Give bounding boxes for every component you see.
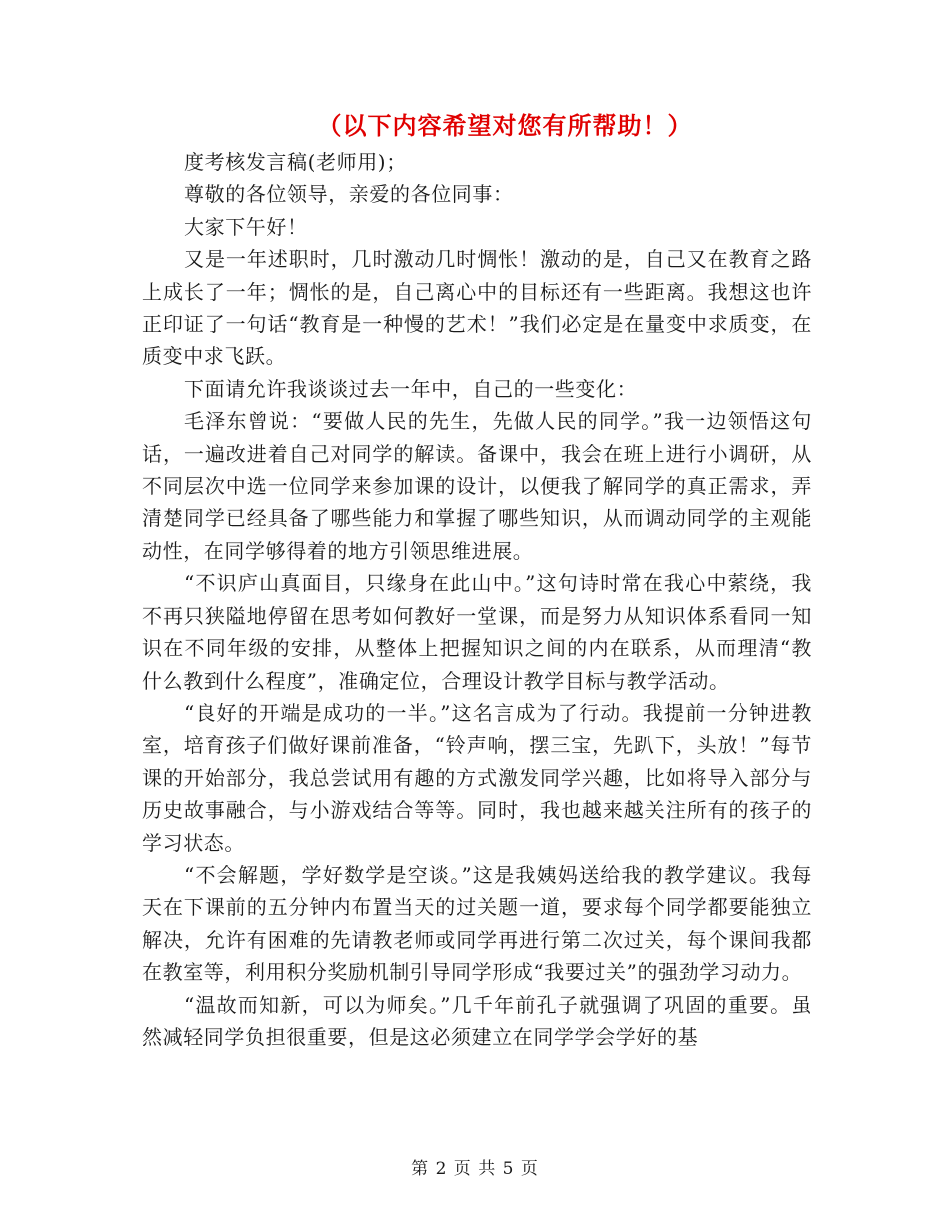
paragraph: “不会解题，学好数学是空谈。”这是我姨妈送给我的教学建议。我每天在下课前的五分钟内布置当天的过关题一道，要求每个同学都要能独立解决，允许有困难的先请教老师或同学再进行第二次过关，每个课间我都在教室等，利用积分奖励机制引导同学形成“我要过关”的强劲学习动力。 (142, 862, 812, 985)
paragraph-greeting: 大家下午好！ (184, 214, 308, 239)
paragraph: 毛泽东曾说：“要做人民的先生，先做人民的同学。”我一边领悟这句话，一遍改进着自己对同学的解读。备课中，我会在班上进行小调研，从不同层次中选一位同学来参加课的设计，以便我了解同学的真正需求，弄清楚同学已经具备了哪些能力和掌握了哪些知识，从而调动同学的主观能动性，在同学够得着的地方引领思维进展。 (142, 409, 812, 563)
paragraph: “不识庐山真面目，只缘身在此山中。”这句诗时常在我心中萦绕，我不再只狭隘地停留在思考如何教好一堂课，而是努力从知识体系看同一知识在不同年级的安排，从整体上把握知识之间的内在联系，从而理清“教什么教到什么程度”，准确定位，合理设计教学目标与教学活动。 (142, 571, 812, 693)
header-note: （以下内容希望对您有所帮助！） (317, 111, 693, 140)
page-footer: 第 2 页 共 5 页 (411, 1159, 539, 1179)
paragraph: “良好的开端是成功的一半。”这名言成为了行动。我提前一分钟进教室，培育孩子们做好课前准备，“铃声响，摆三宝，先趴下，头放！”每节课的开始部分，我总尝试用有趣的方式激发同学兴趣，比如将导入部分与历史故事融合，与小游戏结合等等。同时，我也越来越关注所有的孩子的学习状态。 (142, 700, 812, 855)
paragraph: 下面请允许我谈谈过去一年中，自己的一些变化： (184, 376, 638, 401)
paragraph-title: 度考核发言稿(老师用)； (184, 150, 407, 174)
document-body (142, 146, 812, 1053)
paragraph: “温故而知新，可以为师矣。”几千年前孔子就强调了巩固的重要。虽然减轻同学负担很重要，但是这必须建立在同学学会学好的基 (142, 992, 812, 1049)
paragraph-salutation: 尊敬的各位领导，亲爱的各位同事： (184, 182, 514, 207)
paragraph: 又是一年述职时，几时激动几时惆怅！激动的是，自己又在教育之路上成长了一年；惆怅的是，自己离心中的目标还有一些距离。我想这也许正印证了一句话“教育是一种慢的艺术！”我们必定是在量变中求质变，在质变中求飞跃。 (142, 247, 812, 369)
